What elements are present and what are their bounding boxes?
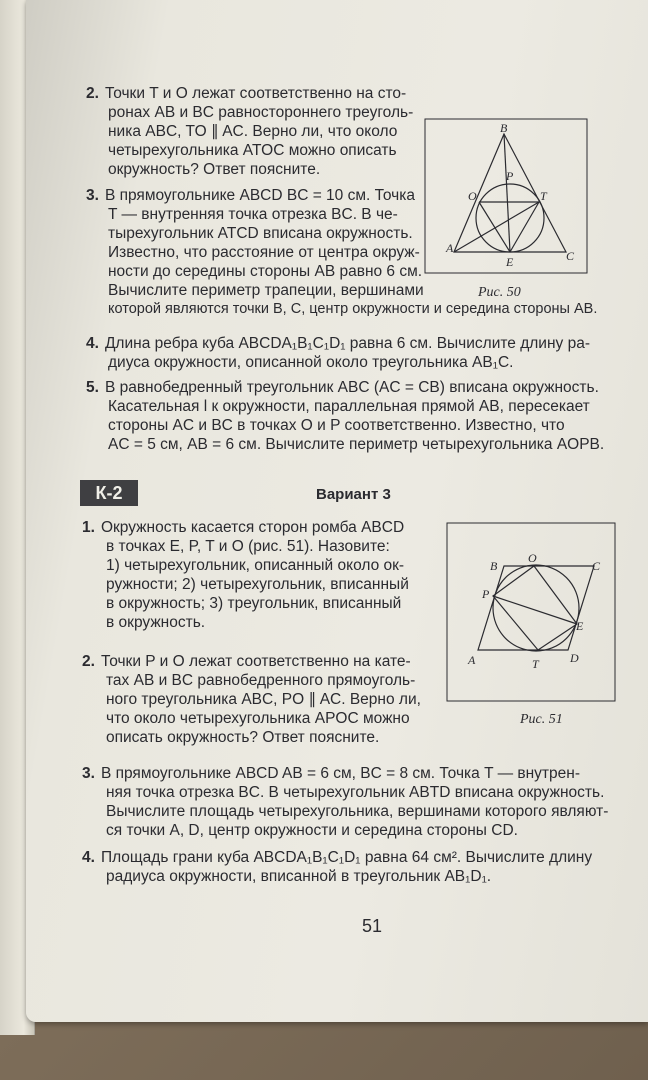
figure-50 <box>424 118 588 274</box>
figure-51 <box>446 522 616 702</box>
fig51-label-a: A <box>468 653 476 667</box>
fig51-incircle <box>493 565 579 651</box>
fig51-label-e: E <box>576 619 584 633</box>
fig51-label-d: D <box>570 651 579 665</box>
fig50-label-t: T <box>540 189 547 203</box>
problem-1-bottom: 1. Окружность касается сторон ромба ABCD в точках E, P, T и O (рис. 51). Назовите: 1) четырехугольник, описанный около ок- ружности; 2) четырехугольник, вписанный в окружность; 3) треугольник, вписанный в окружность. <box>82 519 409 631</box>
problem-2-top: 2. Точки T и O лежат соответственно на сто- ронах AB и BC равностороннего треуголь- ника ABC, TO ∥ AC. Верно ли, что около четырехугольника ATOC можно описать окружность? Ответ поясните. <box>86 85 414 178</box>
fig50-label-p: P <box>506 169 514 183</box>
fig51-label-c: C <box>592 559 601 573</box>
fig51-rhombus <box>478 566 594 650</box>
fig50-caption: Рис. 50 <box>478 285 521 300</box>
page-number: 51 <box>362 916 383 936</box>
fig51-label-t: T <box>532 657 539 671</box>
fig50-label-a: A <box>446 241 454 255</box>
fig50-label-o: O <box>468 189 477 203</box>
fig51-label-b: B <box>490 559 498 573</box>
fig51-label-p: P <box>482 587 490 601</box>
problem-4-bottom: 4. Площадь грани куба ABCDA₁B₁C₁D₁ равна 64 см². Вычислите длину радиуса окружности, вписанной в треугольник AB₁D₁. <box>82 849 593 885</box>
fig51-caption: Рис. 51 <box>520 712 563 727</box>
problem-5-top: 5. В равнобедренный треугольник ABC (AC = CB) вписана окружность. Касательная l к окружности, параллельная прямой AB, пересекает стороны AC и BC в точках O и P соответственно. Известно, что AC = 5 см, AB = 6 см. Вычислите периметр четырехугольника AOPB. <box>86 379 605 453</box>
fig50-label-b: B <box>500 121 508 135</box>
problem-2-bottom: 2. Точки P и O лежат соответственно на кате- тах AB и BC равнобедренного прямоуголь- ного треугольника ABC, PO ∥ AC. Верно ли, что около четырехугольника APOC можно описать окружность? Ответ поясните. <box>82 653 421 746</box>
fig50-label-c: C <box>566 249 575 263</box>
fig51-label-o: O <box>528 551 537 565</box>
problem-4-top: 4. Длина ребра куба ABCDA₁B₁C₁D₁ равна 6 см. Вычислите длину ра- диуса окружности, описанной около треугольника AB₁C. <box>86 335 590 371</box>
fig50-label-e: E <box>506 255 514 269</box>
section-badge: К-2 <box>80 480 138 506</box>
problem-3-top: 3. В прямоугольнике ABCD BC = 10 см. Точка T — внутренняя точка отрезка BC. В че- тырехугольник ATCD вписана окружность. Известно, что расстояние от центра окруж- ности до середины стороны AB равно 6 см. Вычислите периметр трапеции, вершинами которой являются точки B, C, центр окружности и середина стороны AB. <box>86 187 598 317</box>
problem-3-bottom: 3. В прямоугольнике ABCD AB = 6 см, BC = 8 см. Точка T — внутрен- няя точка отрезка BC. В четырехугольник ABTD вписана окружность. Вычислите площадь четырехугольника, вершинами которого являют- ся точки A, D, центр окружности и середина стороны CD. <box>82 765 609 839</box>
variant-title: Вариант 3 <box>316 486 391 503</box>
